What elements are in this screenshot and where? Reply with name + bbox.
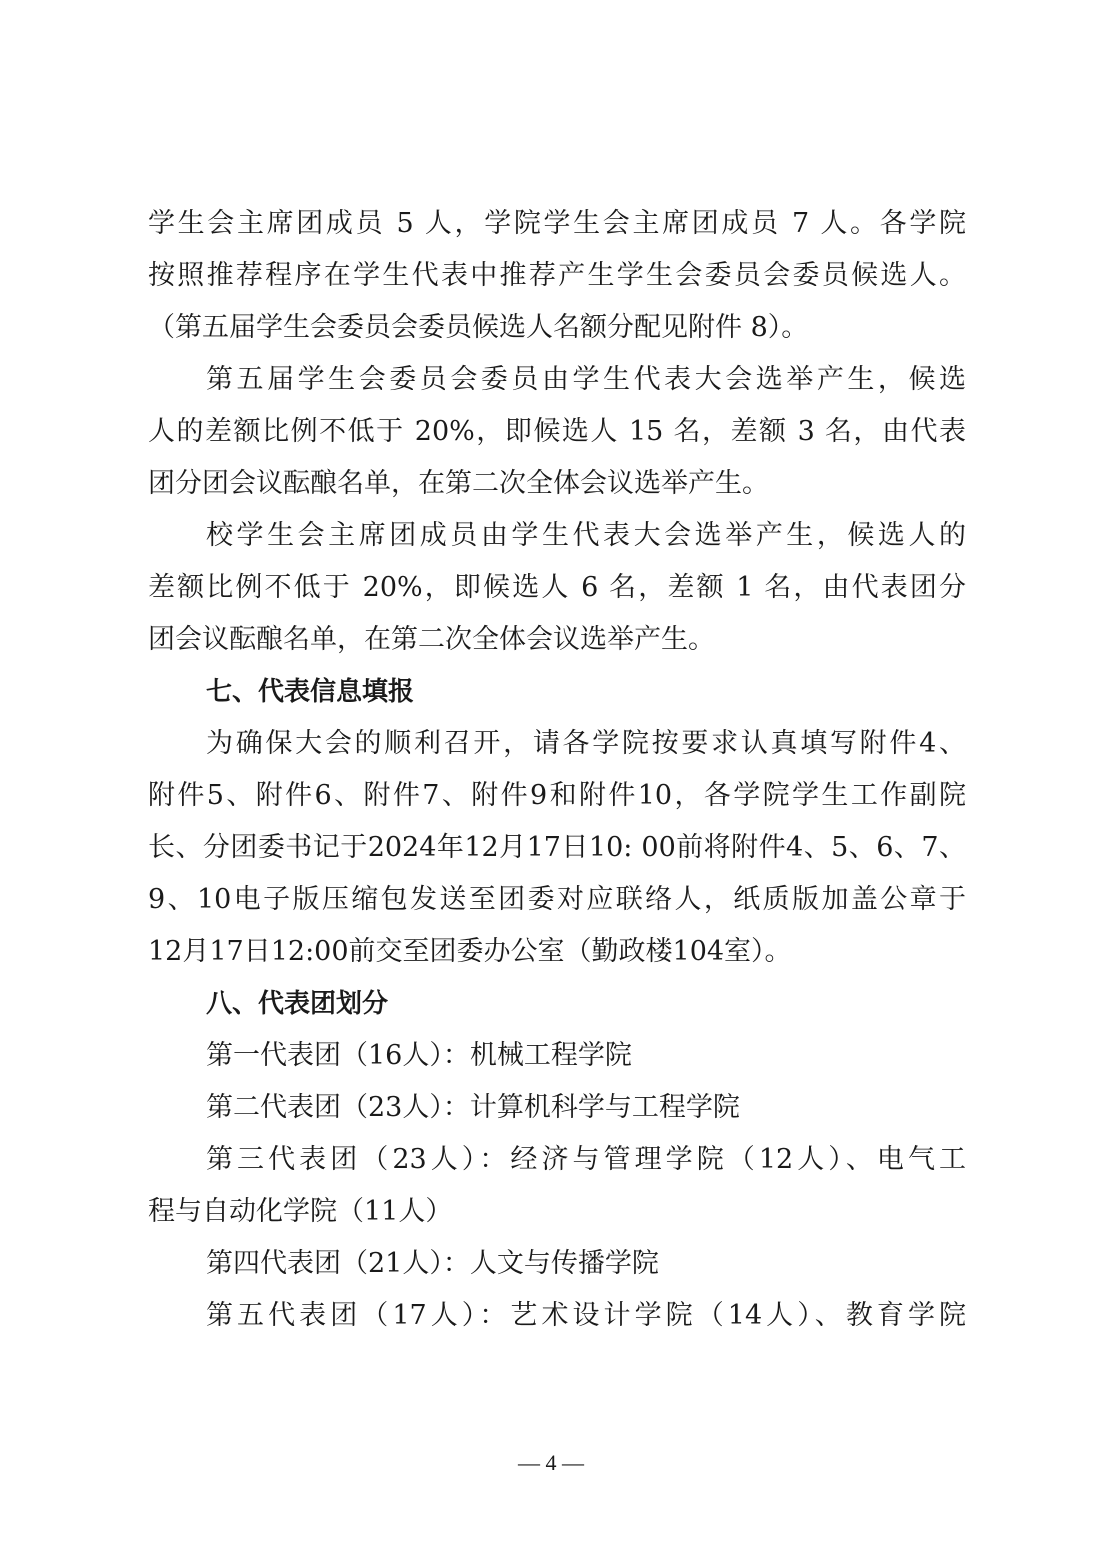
text-line: 团会议酝酿名单，在第二次全体会议选举产生。 [148,624,715,655]
delegation-item: 第三代表团（23人）：经济与管理学院（12人）、电气工 [206,1144,966,1175]
section-heading: 七、代表信息填报 [206,677,415,707]
text-line: 12月17日12:00前交至团委办公室（勤政楼104室）。 [148,936,792,967]
text-line: 第五届学生会委员会委员由学生代表大会选举产生，候选 [206,364,966,395]
delegation-item: 第一代表团（16人）：机械工程学院 [206,1040,632,1071]
text-line: （第五届学生会委员会委员候选人名额分配见附件 8）。 [148,312,809,343]
section-heading: 八、代表团划分 [206,989,389,1019]
delegation-item-continued: 程与自动化学院（11人） [148,1196,453,1227]
text-line: 差额比例不低于 20%，即候选人 6 名，差额 1 名，由代表团分 [148,572,966,603]
text-line: 团分团会议酝酿名单，在第二次全体会议选举产生。 [148,468,769,499]
text-line: 学生会主席团成员 5 人，学院学生会主席团成员 7 人。各学院 [148,208,966,239]
text-line: 按照推荐程序在学生代表中推荐产生学生会委员会委员候选人。 [148,260,966,291]
delegation-item: 第五代表团（17人）：艺术设计学院（14人）、教育学院 [206,1300,966,1331]
text-line: 校学生会主席团成员由学生代表大会选举产生，候选人的 [206,520,966,551]
text-line: 9、10电子版压缩包发送至团委对应联络人，纸质版加盖公章于 [148,884,966,915]
delegation-item: 第二代表团（23人）：计算机科学与工程学院 [206,1092,740,1123]
text-line: 长、分团委书记于2024年12月17日10: 00前将附件4、5、6、7、 [148,832,966,863]
text-line: 为确保大会的顺利召开，请各学院按要求认真填写附件4、 [206,728,966,759]
text-line: 人的差额比例不低于 20%，即候选人 15 名，差额 3 名，由代表 [148,416,966,447]
delegation-item: 第四代表团（21人）：人文与传播学院 [206,1248,659,1279]
page-number: — 4 — [518,1450,584,1475]
text-line: 附件5、附件6、附件7、附件9和附件10，各学院学生工作副院 [148,780,966,811]
document-body [148,198,966,1342]
